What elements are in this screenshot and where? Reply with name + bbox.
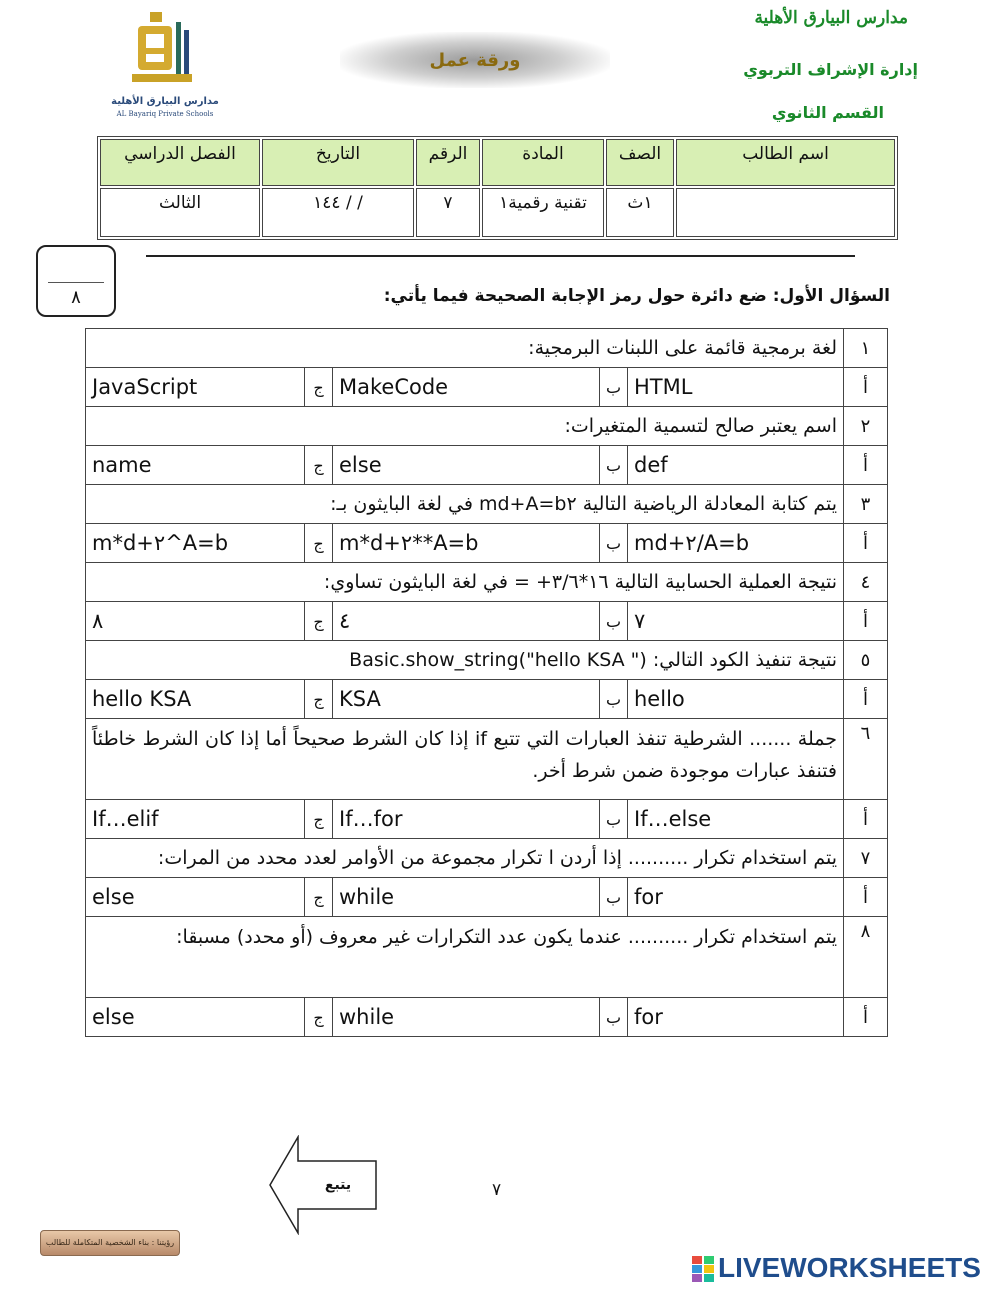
option-letter-b: ب bbox=[600, 524, 628, 563]
next-label: يتبع bbox=[324, 1177, 352, 1193]
options-row bbox=[86, 368, 888, 407]
number-header: الرقم bbox=[416, 139, 480, 186]
option-a[interactable]: for bbox=[628, 878, 844, 917]
liveworksheets-logo-icon bbox=[692, 1256, 716, 1282]
option-c[interactable]: name bbox=[86, 446, 305, 485]
grade-value: ١ث bbox=[606, 188, 674, 237]
question-row bbox=[86, 917, 888, 998]
question-text: لغة برمجية قائمة على اللبنات البرمجية: bbox=[86, 329, 844, 368]
number-value: ٧ bbox=[416, 188, 480, 237]
option-letter-a: أ bbox=[844, 446, 888, 485]
worksheet-banner bbox=[340, 32, 610, 88]
option-letter-c: ج bbox=[305, 602, 333, 641]
option-b[interactable]: else bbox=[333, 446, 600, 485]
score-total: ٨ bbox=[71, 287, 81, 308]
option-c[interactable]: else bbox=[86, 998, 305, 1037]
option-c[interactable]: If…elif bbox=[86, 800, 305, 839]
question-number: ٧ bbox=[844, 839, 888, 878]
option-c[interactable]: else bbox=[86, 878, 305, 917]
question-text: يتم كتابة المعادلة الرياضية التالية A=b٢+md في لغة البايثون بـ: bbox=[86, 485, 844, 524]
question-row bbox=[86, 719, 888, 800]
question-number: ٣ bbox=[844, 485, 888, 524]
student-name-header: اسم الطالب bbox=[676, 139, 895, 186]
option-b[interactable]: If…for bbox=[333, 800, 600, 839]
school-logo bbox=[110, 8, 220, 123]
options-row bbox=[86, 524, 888, 563]
option-letter-a: أ bbox=[844, 524, 888, 563]
option-b[interactable]: A=b**٢+m*d bbox=[333, 524, 600, 563]
option-letter-c: ج bbox=[305, 680, 333, 719]
score-box bbox=[36, 245, 116, 317]
question-text: نتيجة العملية الحسابية التالية ١٦*٣/٦+ = في لغة البايثون تساوي: bbox=[86, 563, 844, 602]
option-letter-c: ج bbox=[305, 800, 333, 839]
grade-header: الصف bbox=[606, 139, 674, 186]
option-a[interactable]: for bbox=[628, 998, 844, 1037]
option-b[interactable]: KSA bbox=[333, 680, 600, 719]
questions-table bbox=[85, 328, 888, 1037]
worksheet-title: ورقة عمل bbox=[429, 49, 521, 71]
option-a[interactable]: ٧ bbox=[628, 602, 844, 641]
question-number: ٢ bbox=[844, 407, 888, 446]
option-c[interactable]: ٨ bbox=[86, 602, 305, 641]
option-c[interactable]: hello KSA bbox=[86, 680, 305, 719]
options-row bbox=[86, 680, 888, 719]
option-b[interactable]: ٤ bbox=[333, 602, 600, 641]
option-a[interactable]: hello bbox=[628, 680, 844, 719]
options-row bbox=[86, 878, 888, 917]
option-letter-b: ب bbox=[600, 446, 628, 485]
option-letter-c: ج bbox=[305, 446, 333, 485]
liveworksheets-brand[interactable] bbox=[692, 1252, 992, 1286]
option-b[interactable]: while bbox=[333, 998, 600, 1037]
date-value: / / ١٤٤ bbox=[262, 188, 414, 237]
vision-badge: رؤيتنا : بناء الشخصية المتكاملة للطالب bbox=[40, 1230, 180, 1256]
school-logo-icon bbox=[110, 8, 220, 96]
options-row bbox=[86, 446, 888, 485]
department-name: إدارة الإشراف التربوي bbox=[743, 60, 918, 79]
question-text: اسم يعتبر صالح لتسمية المتغيرات: bbox=[86, 407, 844, 446]
question-number: ٤ bbox=[844, 563, 888, 602]
term-header: الفصل الدراسي bbox=[100, 139, 260, 186]
option-b[interactable]: MakeCode bbox=[333, 368, 600, 407]
subject-header: المادة bbox=[482, 139, 604, 186]
option-letter-a: أ bbox=[844, 878, 888, 917]
option-letter-c: ج bbox=[305, 368, 333, 407]
option-letter-b: ب bbox=[600, 680, 628, 719]
subject-value: تقنية رقمية١ bbox=[482, 188, 604, 237]
option-letter-c: ج bbox=[305, 878, 333, 917]
question-text: يتم استخدام تكرار .......... إذا أردن ا تكرار مجموعة من الأوامر لعدد محدد من المرات: bbox=[86, 839, 844, 878]
section-name: القسم الثانوي bbox=[771, 103, 884, 122]
question-text: نتيجة تنفيذ الكود التالي: (" Basic.show_string("hello KSA bbox=[86, 641, 844, 680]
option-letter-b: ب bbox=[600, 998, 628, 1037]
question-row bbox=[86, 407, 888, 446]
question-number: ٨ bbox=[844, 917, 888, 998]
question-title: السؤال الأول: ضع دائرة حول رمز الإجابة الصحيحة فيما يأتي: bbox=[383, 286, 890, 306]
date-header: التاريخ bbox=[262, 139, 414, 186]
logo-english-text: AL Bayariq Private Schools bbox=[116, 110, 214, 118]
option-letter-b: ب bbox=[600, 602, 628, 641]
option-c[interactable]: JavaScript bbox=[86, 368, 305, 407]
question-number: ٦ bbox=[844, 719, 888, 800]
option-a[interactable]: HTML bbox=[628, 368, 844, 407]
question-row bbox=[86, 329, 888, 368]
school-name: مدارس البيارق الأهلية bbox=[754, 8, 908, 28]
divider-line bbox=[146, 255, 855, 257]
question-row bbox=[86, 839, 888, 878]
logo-arabic-text: مدارس البيارق الأهلية bbox=[111, 96, 219, 107]
term-value: الثالث bbox=[100, 188, 260, 237]
options-row bbox=[86, 800, 888, 839]
liveworksheets-text: LIVEWORKSHEETS bbox=[718, 1252, 981, 1283]
option-letter-a: أ bbox=[844, 368, 888, 407]
option-c[interactable]: A=b^٢+m*d bbox=[86, 524, 305, 563]
page-number: ٧ bbox=[492, 1180, 502, 1200]
question-text: جملة ....... الشرطية تنفذ العبارات التي تتبع if إذا كان الشرط صحيحاً أما إذا كان الشرط خاطئاً فتنفذ عبارات موجودة ضمن شرط أخر. bbox=[86, 719, 844, 800]
option-a[interactable]: A=b/٢+md bbox=[628, 524, 844, 563]
option-letter-a: أ bbox=[844, 602, 888, 641]
question-number: ٥ bbox=[844, 641, 888, 680]
option-letter-a: أ bbox=[844, 680, 888, 719]
option-letter-b: ب bbox=[600, 800, 628, 839]
option-letter-c: ج bbox=[305, 524, 333, 563]
next-page-arrow[interactable] bbox=[268, 1135, 378, 1235]
options-row bbox=[86, 602, 888, 641]
student-name-field[interactable] bbox=[676, 188, 895, 237]
option-b[interactable]: while bbox=[333, 878, 600, 917]
question-row bbox=[86, 563, 888, 602]
question-number: ١ bbox=[844, 329, 888, 368]
score-line bbox=[48, 282, 104, 283]
question-row bbox=[86, 641, 888, 680]
option-letter-a: أ bbox=[844, 800, 888, 839]
student-info-table bbox=[97, 136, 898, 240]
question-row bbox=[86, 485, 888, 524]
option-letter-c: ج bbox=[305, 998, 333, 1037]
options-row bbox=[86, 998, 888, 1037]
option-letter-a: أ bbox=[844, 998, 888, 1037]
option-a[interactable]: If…else bbox=[628, 800, 844, 839]
question-text: يتم استخدام تكرار .......... عندما يكون عدد التكرارات غير معروف (أو محدد) مسبقا: bbox=[86, 917, 844, 998]
option-letter-b: ب bbox=[600, 878, 628, 917]
option-a[interactable]: def bbox=[628, 446, 844, 485]
option-letter-b: ب bbox=[600, 368, 628, 407]
